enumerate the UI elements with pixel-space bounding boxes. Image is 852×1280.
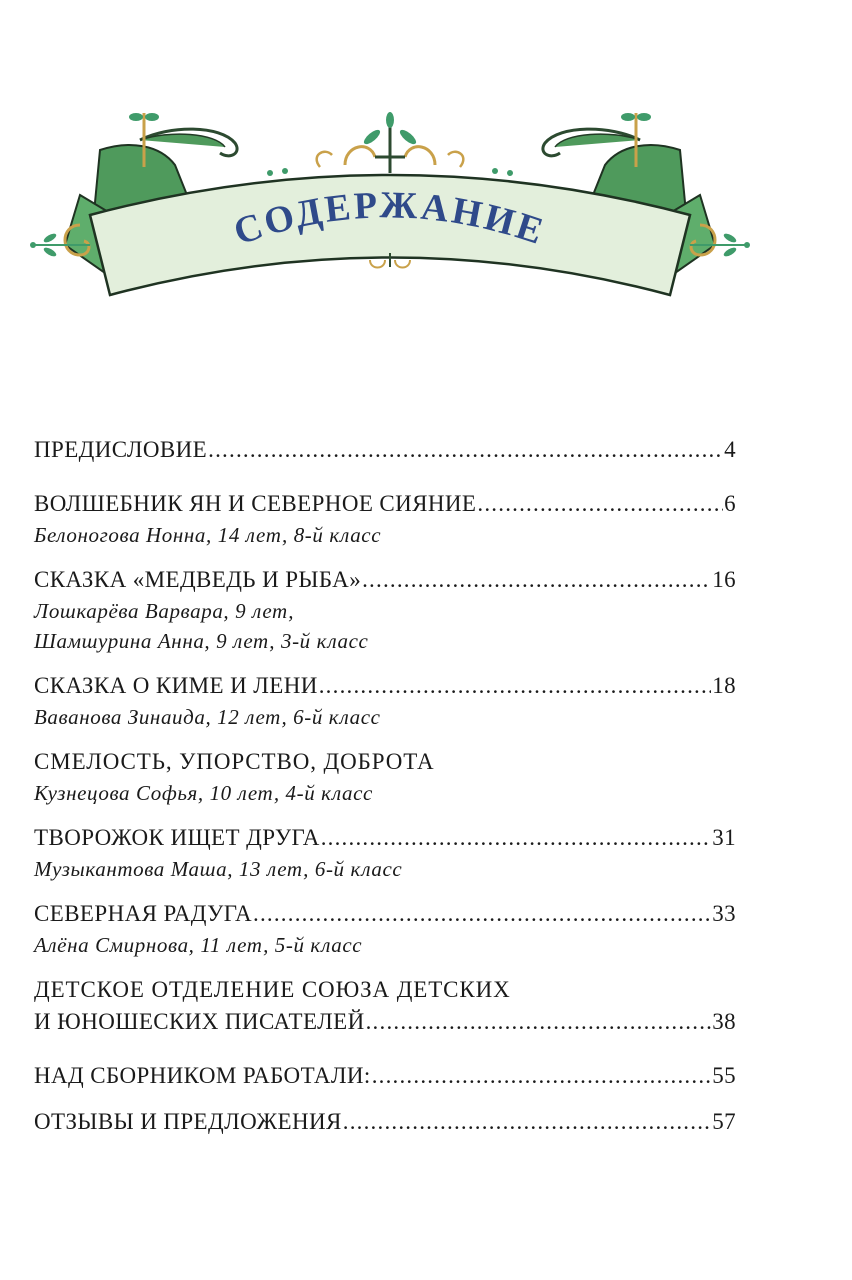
toc-title: СМЕЛОСТЬ, УПОРСТВО, ДОБРОТА xyxy=(34,749,435,774)
toc-title: СКАЗКА «МЕДВЕДЬ И РЫБА» xyxy=(34,567,362,592)
page-title: СОДЕРЖАНИЕ xyxy=(228,184,551,254)
toc-page-number: 38 xyxy=(712,1009,736,1034)
toc-author: Алёна Смирнова, 11 лет, 5-й класс xyxy=(34,933,363,957)
toc-author: Кузнецова Софья, 10 лет, 4-й класс xyxy=(34,781,373,805)
toc-page-number: 55 xyxy=(712,1063,736,1088)
toc-title: ОТЗЫВЫ И ПРЕДЛОЖЕНИЯ xyxy=(34,1109,342,1134)
toc-entry-nad-sbornikom[interactable] xyxy=(34,1060,736,1092)
toc-author: Лошкарёва Варвара, 9 лет, xyxy=(34,599,295,623)
toc-author: Музыкантова Маша, 13 лет, 6-й класс xyxy=(34,857,403,881)
table-of-contents xyxy=(34,434,736,1138)
toc-page-number: 57 xyxy=(712,1109,736,1134)
toc-leader-dots xyxy=(372,1060,712,1092)
toc-leader-dots xyxy=(477,488,723,520)
toc-entry-raduga[interactable] xyxy=(34,898,736,960)
ribbon-ornament-icon xyxy=(20,95,760,310)
toc-leader-dots xyxy=(321,822,711,854)
toc-title: СЕВЕРНАЯ РАДУГА xyxy=(34,901,252,926)
toc-title: ПРЕДИСЛОВИЕ xyxy=(34,437,208,462)
toc-leader-dots xyxy=(253,898,711,930)
toc-title-line1: ДЕТСКОЕ ОТДЕЛЕНИЕ СОЮЗА ДЕТСКИХ xyxy=(34,977,511,1002)
toc-page-number: 4 xyxy=(724,437,736,462)
toc-leader-dots xyxy=(208,434,723,466)
toc-page-number: 33 xyxy=(712,901,736,926)
toc-page-number: 31 xyxy=(712,825,736,850)
toc-leader-dots xyxy=(319,670,711,702)
toc-author: Ваванова Зинаида, 12 лет, 6-й класс xyxy=(34,705,381,729)
toc-entry-otzyvy[interactable] xyxy=(34,1106,736,1138)
toc-leader-dots xyxy=(343,1106,711,1138)
toc-page-number: 6 xyxy=(724,491,736,516)
toc-title: ВОЛШЕБНИК ЯН И СЕВЕРНОЕ СИЯНИЕ xyxy=(34,491,477,516)
header-banner xyxy=(20,95,760,310)
toc-entry-preface[interactable] xyxy=(34,434,736,466)
toc-author: Белоногова Нонна, 14 лет, 8-й класс xyxy=(34,523,382,547)
toc-leader-dots xyxy=(366,1006,712,1038)
toc-entry-medved[interactable] xyxy=(34,564,736,656)
toc-entry-volshebnik[interactable] xyxy=(34,488,736,550)
toc-title: СКАЗКА О КИМЕ И ЛЕНИ xyxy=(34,673,318,698)
toc-title: И ЮНОШЕСКИХ ПИСАТЕЛЕЙ xyxy=(34,1009,365,1034)
toc-author: Шамшурина Анна, 9 лет, 3-й класс xyxy=(34,629,369,653)
toc-entry-kim[interactable] xyxy=(34,670,736,732)
toc-leader-dots xyxy=(362,564,711,596)
toc-page-number: 18 xyxy=(712,673,736,698)
toc-title: ТВОРОЖОК ИЩЕТ ДРУГА xyxy=(34,825,320,850)
toc-page-number: 16 xyxy=(712,567,736,592)
toc-entry-otdelenie[interactable] xyxy=(34,974,736,1038)
toc-entry-smelost[interactable] xyxy=(34,746,736,808)
toc-title: НАД СБОРНИКОМ РАБОТАЛИ: xyxy=(34,1063,371,1088)
toc-entry-tvorozhok[interactable] xyxy=(34,822,736,884)
